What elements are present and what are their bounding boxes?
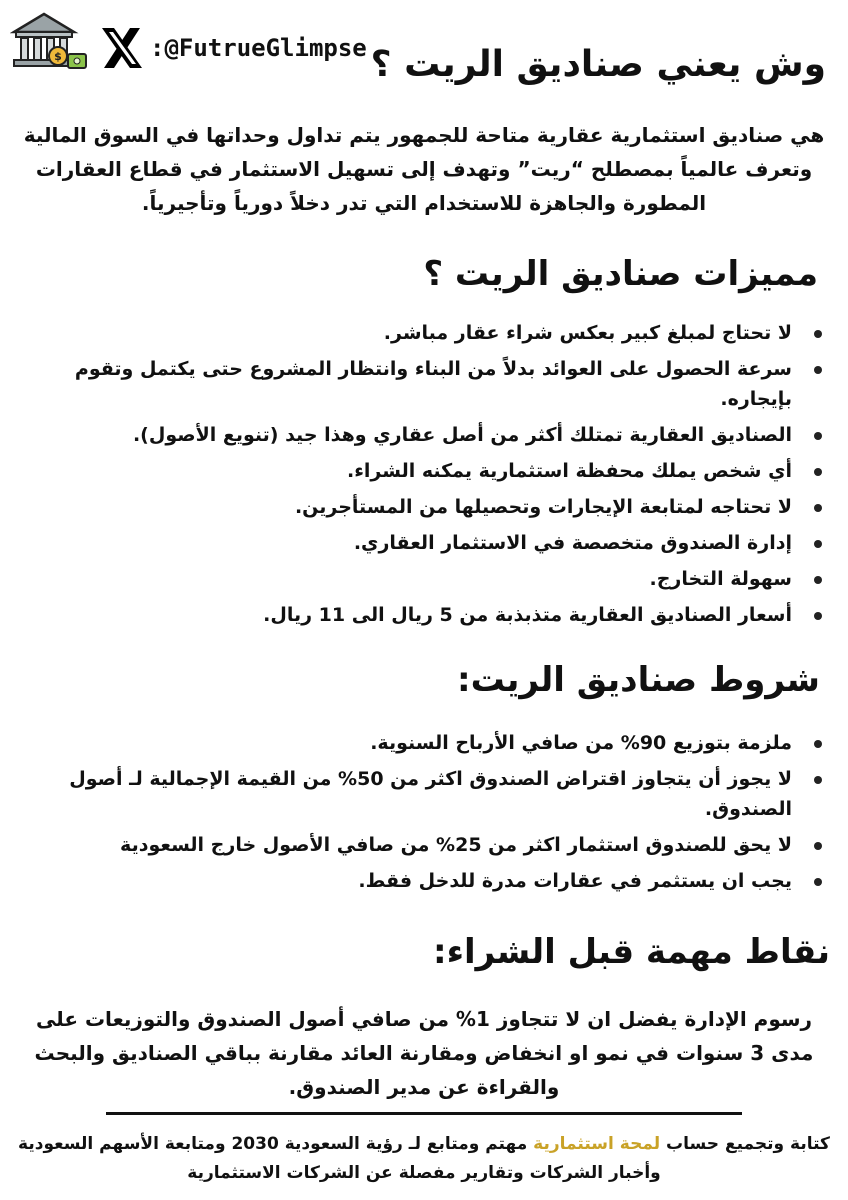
conditions-heading: شروط صناديق الريت: <box>457 660 820 700</box>
footer-text-after: مهتم ومتابع لـ رؤية السعودية 2030 ومتابعة الأسهم السعودية وأخبار الشركات وتقارير مفصلة عن الشركات الاستثمارية <box>18 1134 661 1183</box>
list-item: أي شخص يملك محفظة استثمارية يمكنه الشراء. <box>18 456 826 486</box>
features-heading: مميزات صناديق الريت ؟ <box>423 254 818 294</box>
intro-paragraph: هي صناديق استثمارية عقارية متاحة للجمهور يتم تداول وحداتها في السوق المالية وتعرف عالمياً بمصطلح “ريت” وتهدف إلى تسهيل الاستثمار في قطاع العقارات المطورة والجاهزة للاستخدام التي تدر دخلاً دورياً وتأجيرياً. <box>23 123 825 215</box>
list-item: لا يحق للصندوق استثمار اكثر من 25% من صافي الأصول خارج السعودية <box>18 830 826 860</box>
list-item: ملزمة بتوزيع 90% من صافي الأرباح السنوية. <box>18 728 826 758</box>
header <box>0 0 848 100</box>
list-item: لا يجوز أن يتجاوز اقتراض الصندوق اكثر من 50% من القيمة الإجمالية لـ أصول الصندوق. <box>18 764 826 824</box>
page-title: وش يعني صناديق الريت ؟ <box>370 44 826 85</box>
list-item: أسعار الصناديق العقارية متذبذبة من 5 ريال الى 11 ريال. <box>18 600 826 630</box>
account-handle: :@FutrueGlimpse <box>150 34 367 62</box>
points-paragraph: رسوم الإدارة يفضل ان لا تتجاوز 1% من صافي أصول الصندوق والتوزيعات على مدى 3 سنوات في نمو او انخفاض ومقارنة العائد مقارنة بباقي الصناديق والبحث والقراءة عن مدير الصندوق. <box>34 1007 814 1099</box>
list-item: سرعة الحصول على العوائد بدلاً من البناء وانتظار المشروع حتى يكتمل وتقوم بإيجاره. <box>18 354 826 414</box>
divider <box>106 1112 742 1115</box>
bank-money-icon <box>10 10 88 72</box>
x-logo-icon <box>100 26 144 70</box>
list-item: لا تحتاجه لمتابعة الإيجارات وتحصيلها من المستأجرين. <box>18 492 826 522</box>
list-item: لا تحتاج لمبلغ كبير بعكس شراء عقار مباشر. <box>18 318 826 348</box>
footer-credit <box>10 1130 838 1188</box>
list-item: سهولة التخارج. <box>18 564 826 594</box>
list-item: إدارة الصندوق متخصصة في الاستثمار العقاري. <box>18 528 826 558</box>
features-list <box>18 318 826 636</box>
points-heading: نقاط مهمة قبل الشراء: <box>432 932 830 972</box>
account-name-highlight: لمحة استثمارية <box>533 1134 661 1154</box>
footer-text-before: كتابة وتجميع حساب <box>666 1134 830 1154</box>
svg-text:$: $ <box>54 50 62 63</box>
list-item: الصناديق العقارية تمتلك أكثر من أصل عقاري وهذا جيد (تنويع الأصول). <box>18 420 826 450</box>
list-item: يجب ان يستثمر في عقارات مدرة للدخل فقط. <box>18 866 826 896</box>
conditions-list <box>18 728 826 902</box>
